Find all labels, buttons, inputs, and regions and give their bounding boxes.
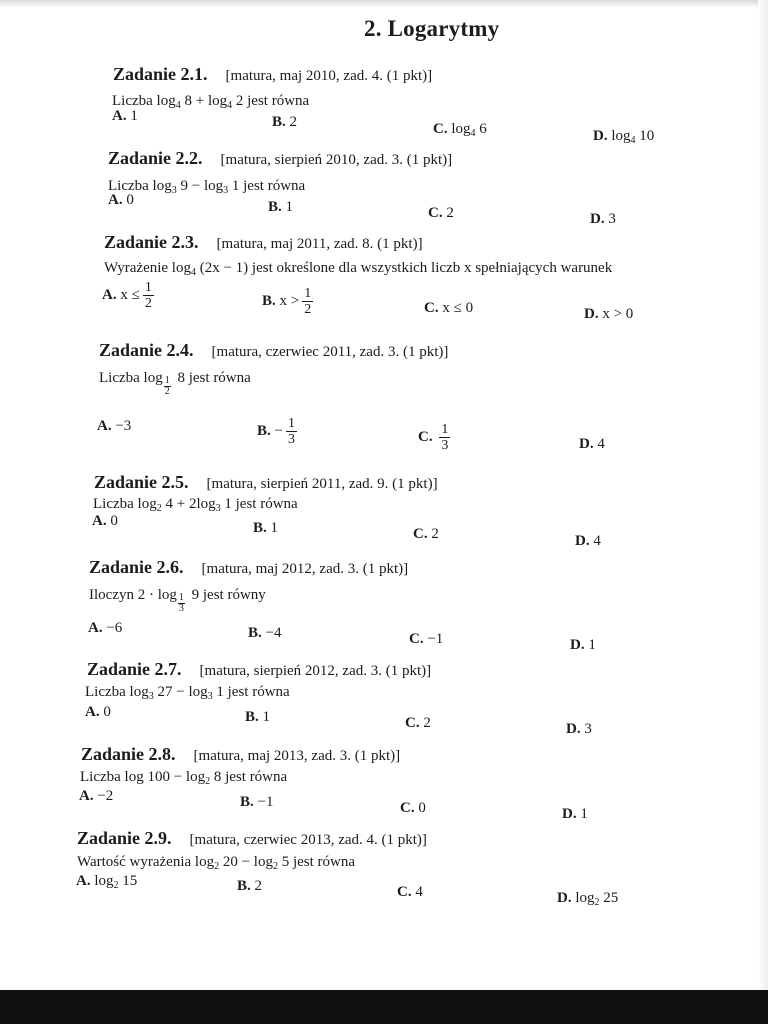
answer-option-b: B. 2 xyxy=(272,114,298,130)
task-question: Liczba $\log 100 - \log_2 8$ jest równa xyxy=(80,769,288,787)
task-question: Liczba $\log_4 8 + \log_4 2$ jest równa xyxy=(112,93,310,111)
task-header xyxy=(77,828,427,849)
task-header xyxy=(87,659,431,680)
answer-option-d: D. x > 0 xyxy=(584,306,634,322)
task-source: [matura, czerwiec 2011, zad. 3. (1 pkt)] xyxy=(211,344,449,360)
answer-option-b: B. − $\frac{1}{3}$ xyxy=(257,416,295,447)
answer-option-a: A. 0 xyxy=(108,192,134,208)
task-question: Liczba $\log_3 9 - \log_3 1$ jest równa xyxy=(108,178,306,196)
answer-option-d: D. 3 xyxy=(590,211,616,227)
task-header xyxy=(99,340,448,361)
answer-option-a: A. 0 xyxy=(85,704,111,720)
task-source: [matura, maj 2011, zad. 8. (1 pkt)] xyxy=(216,236,423,252)
task-source: [matura, maj 2010, zad. 4. (1 pkt)] xyxy=(225,68,433,84)
answer-option-a: A. −2 xyxy=(79,788,114,804)
answer-option-c: C. x ≤ 0 xyxy=(424,300,474,316)
answer-option-c: C. $\log_4 6$ xyxy=(433,121,487,139)
task-question: Liczba $\log_3 27 - \log_3 1$ jest równa xyxy=(85,684,290,702)
scan-border xyxy=(0,990,768,1024)
task-header xyxy=(113,64,432,85)
answer-option-a: A. −3 xyxy=(97,418,132,434)
task-header xyxy=(108,148,452,169)
task-source: [matura, sierpień 2011, zad. 9. (1 pkt)] xyxy=(206,476,438,492)
answer-option-d: D. $\log_2 25$ xyxy=(557,890,619,908)
answer-option-a: A. 1 xyxy=(112,108,138,124)
task-label: Zadanie 2.1. xyxy=(113,64,208,84)
answer-option-c: C. −1 xyxy=(409,631,444,647)
task-question: Liczba $\log_2 4 + 2\log_3$ 1 jest równa xyxy=(93,496,298,514)
task-question: Iloczyn 2 · log $\frac{1}{3}$ 9 jest równy xyxy=(89,587,266,614)
answer-option-a: A. −6 xyxy=(88,620,123,636)
answer-option-b: B. −1 xyxy=(240,794,274,810)
answer-option-b: B. 1 xyxy=(268,199,294,215)
answer-option-b: B. x > $\frac{1}{2}$ xyxy=(262,286,312,317)
answer-option-c: C. 0 xyxy=(400,800,426,816)
task-label: Zadanie 2.5. xyxy=(94,472,189,492)
answer-option-b: B. −4 xyxy=(248,625,282,641)
task-label: Zadanie 2.8. xyxy=(81,744,176,764)
answer-option-d: D. $\log_4 10$ xyxy=(593,128,655,146)
answer-option-b: B. 2 xyxy=(237,878,263,894)
answer-option-d: D. 4 xyxy=(579,436,605,452)
task-label: Zadanie 2.3. xyxy=(104,232,199,252)
answer-option-c: C. 2 xyxy=(428,205,454,221)
task-source: [matura, maj 2012, zad. 3. (1 pkt)] xyxy=(201,561,409,577)
task-header xyxy=(94,472,438,493)
answer-option-d: D. 1 xyxy=(570,637,596,653)
task-source: [matura, sierpień 2010, zad. 3. (1 pkt)] xyxy=(220,152,453,168)
task-header xyxy=(89,557,408,578)
task-label: Zadanie 2.6. xyxy=(89,557,184,577)
task-header xyxy=(104,232,423,253)
answer-option-d: D. 4 xyxy=(575,533,601,549)
answer-option-d: D. 1 xyxy=(562,806,588,822)
task-question: Liczba log $\frac{1}{2}$ 8 jest równa xyxy=(99,370,251,397)
answer-option-a: A. $\log_2 15$ xyxy=(76,873,138,891)
task-source: [matura, maj 2013, zad. 3. (1 pkt)] xyxy=(193,748,401,764)
page-title: 2. Logarytmy xyxy=(364,16,500,41)
answer-option-a: A. x ≤ $\frac{1}{2}$ xyxy=(102,280,152,311)
task-label: Zadanie 2.4. xyxy=(99,340,194,360)
task-source: [matura, sierpień 2012, zad. 3. (1 pkt)] xyxy=(199,663,432,679)
answer-option-d: D. 3 xyxy=(566,721,592,737)
answer-option-c: C. 2 xyxy=(413,526,439,542)
task-source: [matura, czerwiec 2013, zad. 4. (1 pkt)] xyxy=(189,832,427,848)
answer-option-c: C. $\frac{1}{3}$ xyxy=(418,422,449,453)
answer-option-c: C. 4 xyxy=(397,884,423,900)
answer-option-b: B. 1 xyxy=(245,709,271,725)
answer-option-c: C. 2 xyxy=(405,715,431,731)
page-edge-shadow xyxy=(0,0,768,8)
answer-option-a: A. 0 xyxy=(92,513,118,529)
task-label: Zadanie 2.7. xyxy=(87,659,182,679)
task-label: Zadanie 2.2. xyxy=(108,148,203,168)
task-header xyxy=(81,744,400,765)
task-label: Zadanie 2.9. xyxy=(77,828,172,848)
task-question: Wyrażenie $\log_4 (2x - 1)$ jest określone dla wszystkich liczb x spełniających warunek xyxy=(104,260,613,278)
page-edge-right xyxy=(758,0,768,1024)
task-question: Wartość wyrażenia $\log_2 20 - \log_2 5$ jest równa xyxy=(77,854,356,872)
answer-option-b: B. 1 xyxy=(253,520,279,536)
